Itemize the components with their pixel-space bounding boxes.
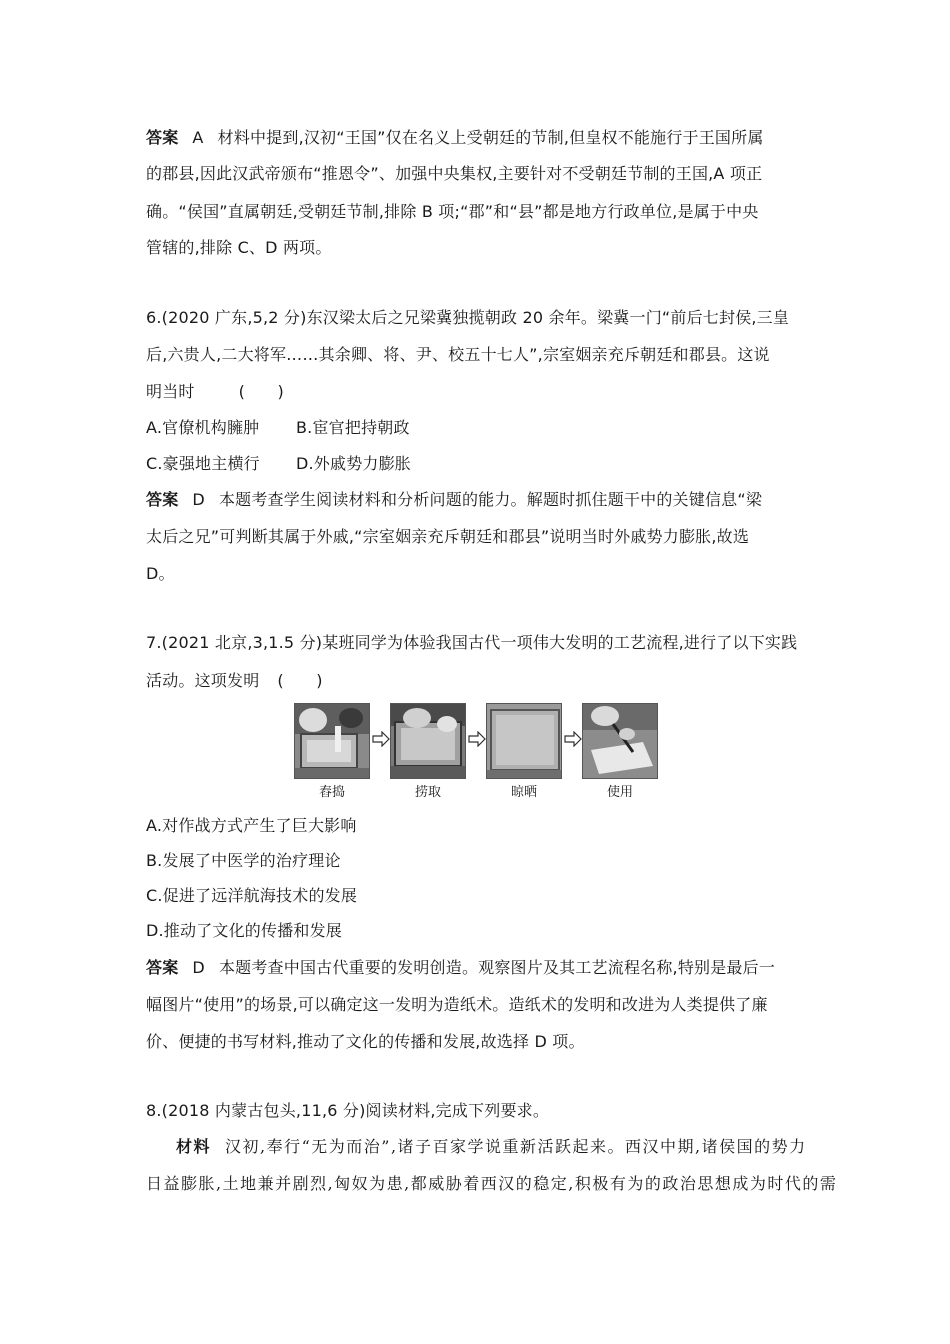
- answer-bracket: ( ): [238, 382, 284, 401]
- q6-answer-line-3: D。: [146, 564, 175, 583]
- q7-answer-line-3: 价、便捷的书写材料,推动了文化的传播和发展,故选择 D 项。: [146, 1032, 585, 1051]
- q8-material-line-2: 日益膨胀,土地兼并剧烈,匈奴为患,都威胁着西汉的稳定,积极有为的政治思想成为时代的需: [146, 1174, 838, 1193]
- answer-choice: A: [192, 128, 204, 147]
- answer-choice: D: [192, 958, 205, 977]
- answer-label: 答案: [146, 490, 179, 509]
- papermaking-process-figure: [292, 703, 658, 803]
- q5-answer-line-3: 确。“侯国”直属朝廷,受朝廷节制,排除 B 项;“郡”和“县”都是地方行政单位,是属于中央: [146, 202, 759, 221]
- caption-drying: 晾晒: [510, 785, 537, 800]
- photo-drying: [486, 703, 562, 779]
- q7-answer-line-1: 答案 D 本题考查中国古代重要的发明创造。观察图片及其工艺流程名称,特别是最后一: [146, 958, 776, 977]
- option-b: B.宦官把持朝政: [296, 418, 410, 437]
- q6-options-row-1: [146, 418, 810, 438]
- photo-using: [582, 703, 658, 779]
- arrow-right-icon: [564, 731, 582, 747]
- q8-stem: 8.(2018 内蒙古包头,11,6 分)阅读材料,完成下列要求。: [146, 1101, 550, 1120]
- q6-answer-line-2: 太后之兄”可判断其属于外戚,“宗室姻亲充斥朝廷和郡县”说明当时外戚势力膨胀,故选: [146, 527, 750, 546]
- arrow-right-icon: [468, 731, 486, 747]
- photo-scooping: [390, 703, 466, 779]
- q7-option-c: C.促进了远洋航海技术的发展: [146, 886, 358, 905]
- q7-stem-line-1: 7.(2021 北京,3,1.5 分)某班同学为体验我国古代一项伟大发明的工艺流程,进行了以下实践: [146, 633, 798, 652]
- q7-option-b: B.发展了中医学的治疗理论: [146, 851, 341, 870]
- answer-bracket: ( ): [277, 671, 323, 690]
- option-d: D.外戚势力膨胀: [296, 454, 412, 473]
- q7-answer-line-2: 幅图片“使用”的场景,可以确定这一发明为造纸术。造纸术的发明和改进为人类提供了廉: [146, 995, 768, 1014]
- q5-answer-line-1: 答案 A 材料中提到,汉初“王国”仅在名义上受朝廷的节制,但皇权不能施行于王国所属: [146, 128, 764, 147]
- q5-answer-line-4: 管辖的,排除 C、D 两项。: [146, 238, 332, 257]
- q6-answer-line-1: 答案 D 本题考查学生阅读材料和分析问题的能力。解题时抓住题干中的关键信息“梁: [146, 490, 763, 509]
- answer-label: 答案: [146, 958, 179, 977]
- caption-pounding: 舂捣: [318, 785, 345, 800]
- q7-option-a: A.对作战方式产生了巨大影响: [146, 816, 357, 835]
- q6-stem-line-2: 后,六贵人,二大将军……其余卿、将、尹、校五十七人”,宗室姻亲充斥朝廷和郡县。这说: [146, 345, 770, 364]
- photo-pounding: [294, 703, 370, 779]
- caption-using: 使用: [606, 785, 633, 800]
- material-label: 材料: [176, 1137, 212, 1156]
- q7-stem-line-2: 活动。这项发明 ( ): [146, 671, 323, 690]
- q6-options-row-2: [146, 454, 810, 474]
- q5-answer-line-2: 的郡县,因此汉武帝颁布“推恩令”、加强中央集权,主要针对不受朝廷节制的王国,A 项正: [146, 164, 763, 183]
- q6-stem-line-1: 6.(2020 广东,5,2 分)东汉梁太后之兄梁冀独揽朝政 20 余年。梁冀一门“前后七封侯,三皇: [146, 308, 790, 327]
- option-a: A.官僚机构臃肿: [146, 418, 260, 437]
- q7-option-d: D.推动了文化的传播和发展: [146, 921, 343, 940]
- q8-material-line-1: 材料 汉初,奉行“无为而治”,诸子百家学说重新活跃起来。西汉中期,诸侯国的势力: [176, 1137, 807, 1156]
- arrow-right-icon: [372, 731, 390, 747]
- q6-stem-line-3: 明当时 ( ): [146, 382, 284, 401]
- answer-label: 答案: [146, 128, 179, 147]
- answer-choice: D: [192, 490, 205, 509]
- option-c: C.豪强地主横行: [146, 454, 260, 473]
- caption-scooping: 捞取: [414, 785, 441, 800]
